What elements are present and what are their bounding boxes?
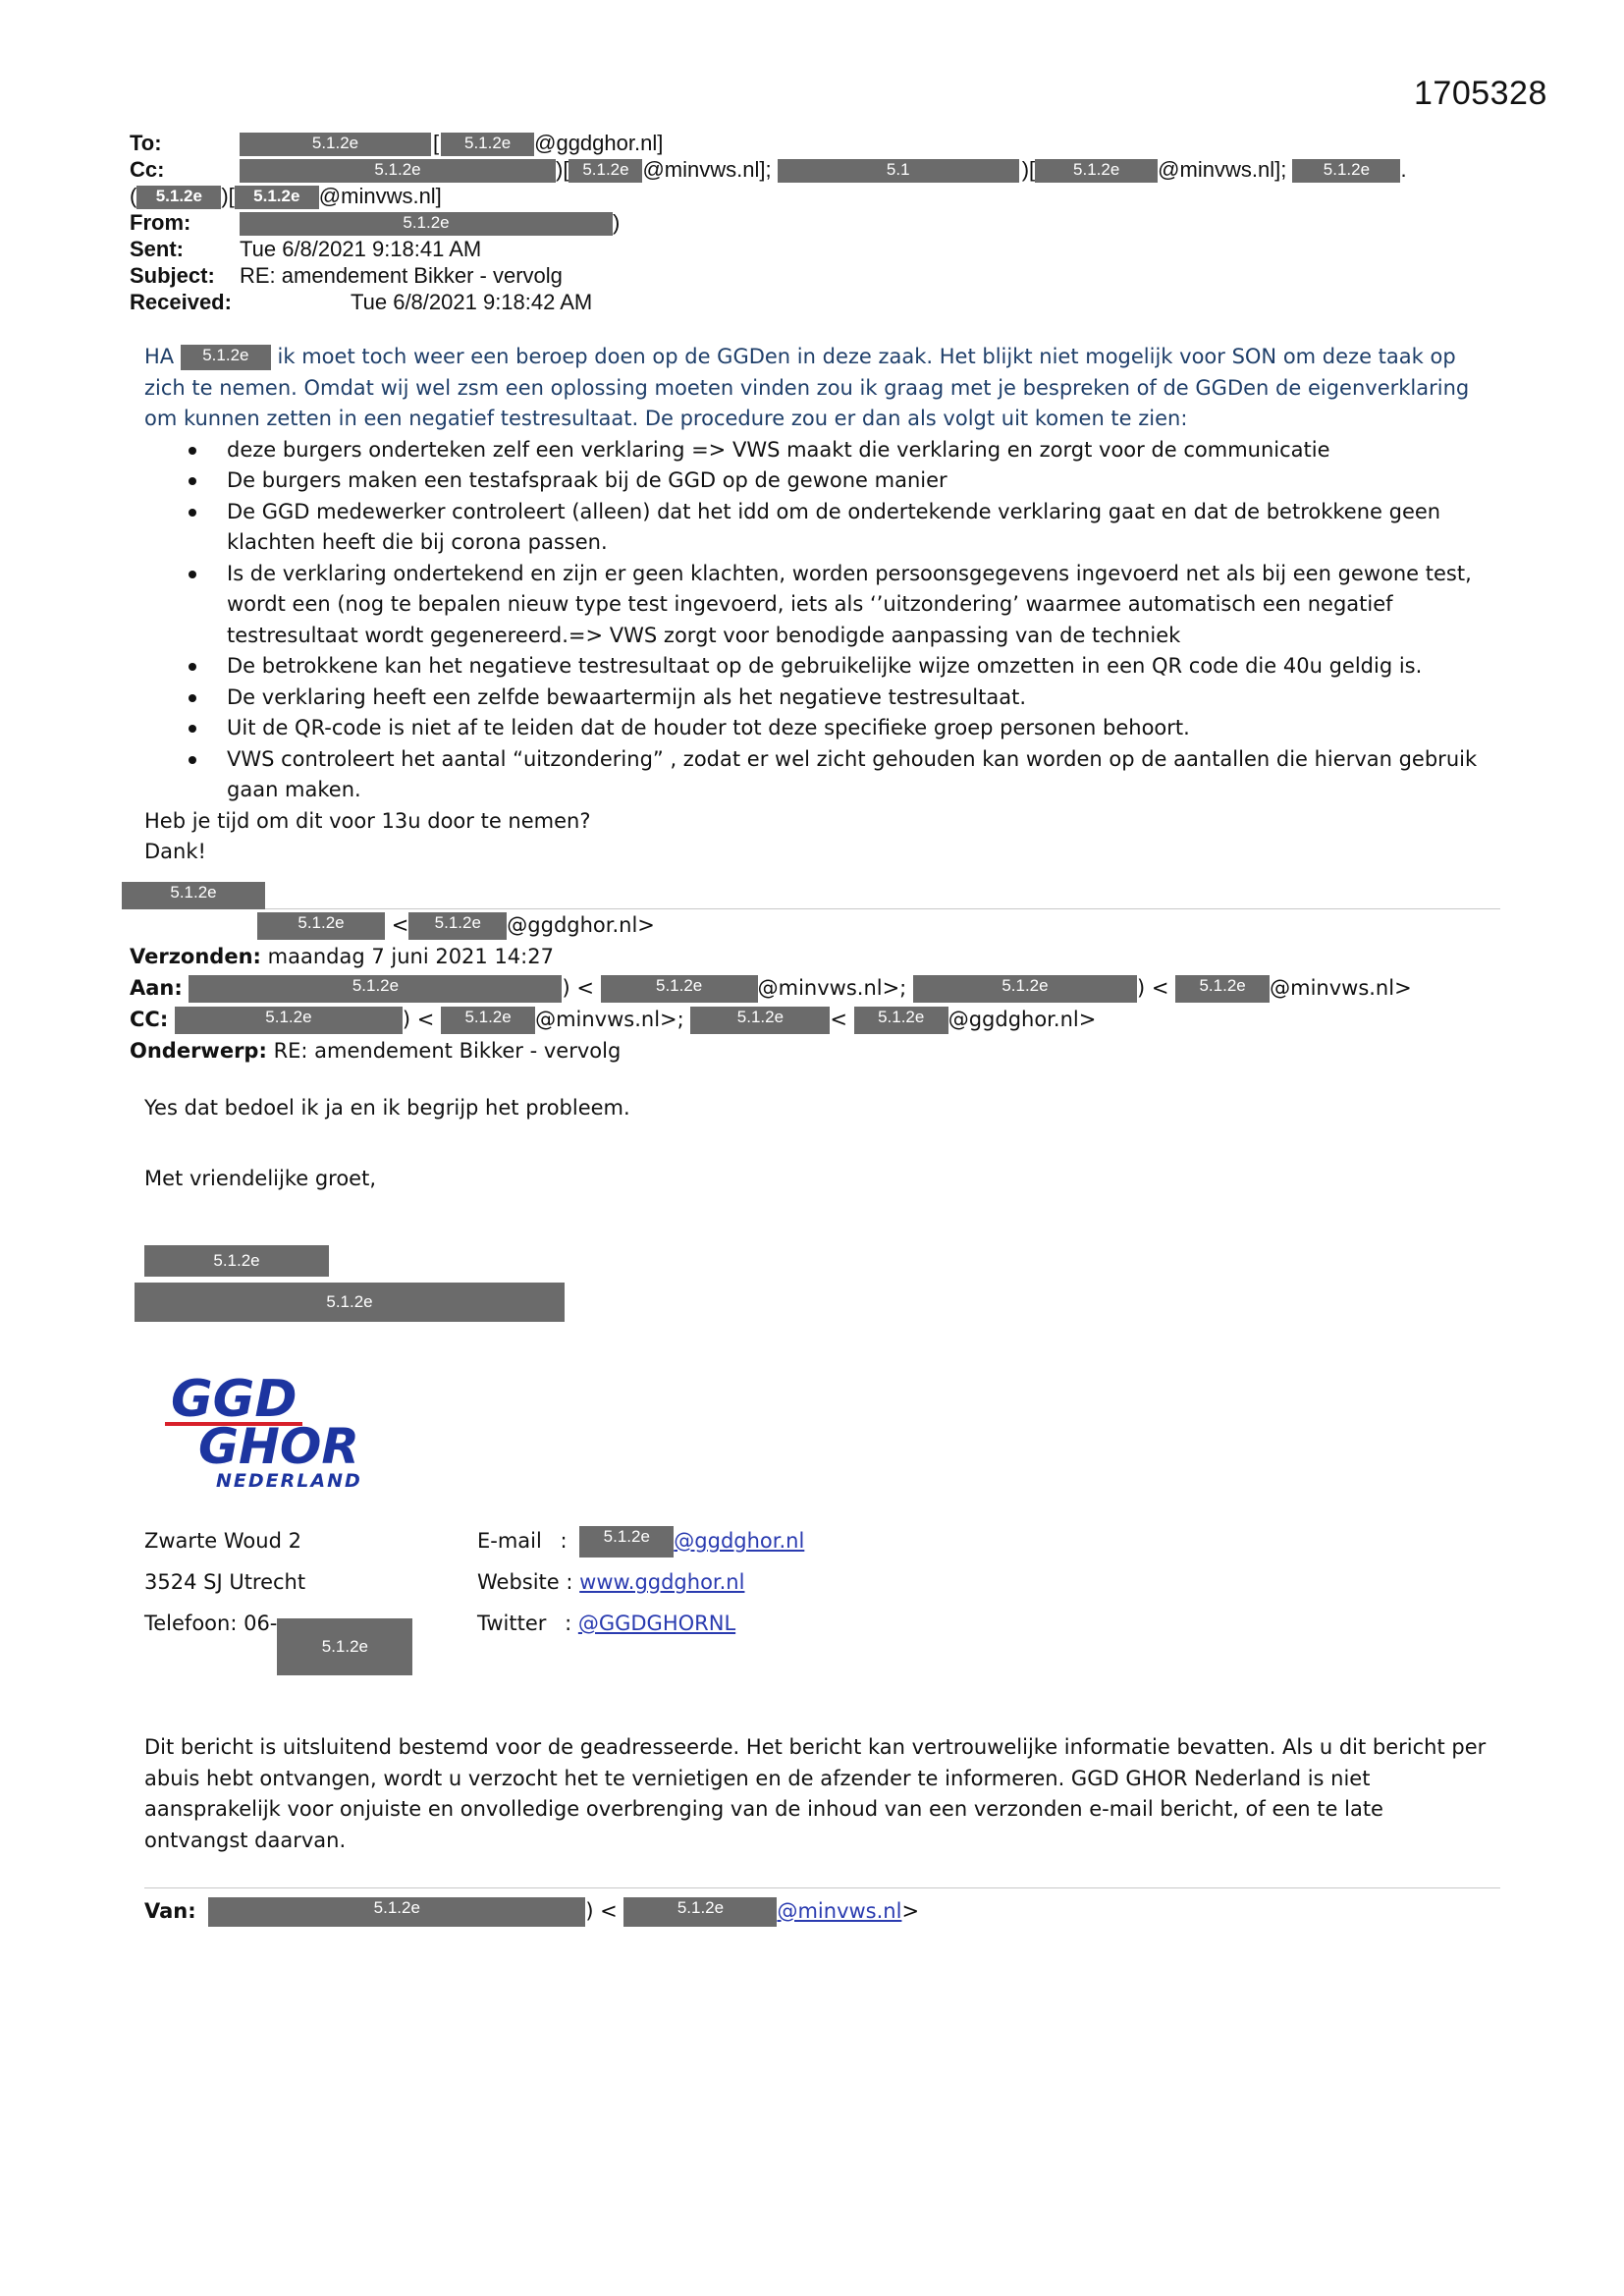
- redaction: 5.1: [778, 159, 1019, 183]
- list-item: De burgers maken een testafspraak bij de GGD op de gewone manier: [144, 465, 1499, 497]
- fwd-subject-value: RE: amendement Bikker - vervolg: [273, 1039, 622, 1063]
- twitter-link[interactable]: @GGDGHORNL: [577, 1612, 736, 1635]
- redaction: 5.1.2e: [1035, 159, 1158, 183]
- list-item: VWS controleert het aantal “uitzondering” , zodat er wel zicht gehouden kan worden op de aantallen die hiervan gebruik gaan maken.: [144, 744, 1499, 806]
- header-cc-row-2: ( 5.1.2e )[ 5.1.2e @minvws.nl]: [130, 184, 442, 208]
- address-line-1: Zwarte Woud 2: [144, 1529, 301, 1553]
- procedure-list: [144, 435, 1499, 806]
- message-body: [144, 342, 1499, 868]
- to-email-domain: @ggdghor.nl]: [534, 131, 664, 155]
- redaction: 5.1.2e: [181, 345, 271, 370]
- redaction: 5.1.2e: [1292, 159, 1400, 183]
- sent-label: Sent:: [130, 237, 184, 261]
- cc-label: Cc:: [130, 157, 165, 182]
- redaction: 5.1.2e: [122, 882, 265, 909]
- redaction: 5.1.2e: [441, 133, 534, 156]
- header-subject-row: [130, 262, 1524, 289]
- fwd-cc-row: CC: 5.1.2e ) < 5.1.2e @minvws.nl>; 5.1.2e < 5.1.2e @ggdghor.nl>: [130, 1004, 1412, 1035]
- forwarded-header: [130, 909, 1412, 1066]
- logo-text-line1: GGD: [171, 1373, 298, 1429]
- list-item: Is de verklaring ondertekend en zijn er geen klachten, worden persoonsgegevens ingevoerd net als bij een gewone test, wordt een (nog te bepalen nieuw type test ingevoerd, iets als ‘’uitzondering’ waarmee automatisch een negatief testresultaat wordt gegenereerd.=> VWS zorgt voor benodigde aanpassing van de techniek: [144, 559, 1499, 652]
- redaction: 5.1.2e: [175, 1007, 403, 1034]
- next-from-label: Van:: [144, 1899, 196, 1923]
- redaction: 5.1.2e: [568, 159, 642, 183]
- email-header: [130, 130, 1524, 315]
- fwd-cc-label: CC:: [130, 1008, 169, 1031]
- address-line-2: 3524 SJ Utrecht: [144, 1570, 306, 1594]
- received-label: Received:: [130, 290, 232, 314]
- list-item: deze burgers onderteken zelf een verklaring => VWS maakt die verklaring en zorgt voor de communicatie: [144, 435, 1499, 466]
- thanks-line: Dank!: [144, 840, 206, 863]
- redaction: 5.1.2e: [257, 912, 385, 940]
- redaction: 5.1.2e: [1175, 975, 1270, 1003]
- redaction: 5.1.2e: [240, 133, 431, 156]
- redaction: 5.1.2e: [189, 975, 562, 1003]
- fwd-sent-row: [130, 941, 1412, 972]
- redaction: 5.1.2e: [144, 1245, 329, 1277]
- header-received-row: [130, 289, 1524, 315]
- redaction: 5.1.2e: [277, 1618, 412, 1675]
- signature-contact: [477, 1520, 804, 1644]
- ggd-ghor-logo: [165, 1373, 371, 1493]
- message-intro: HA 5.1.2e ik moet toch weer een beroep doen op de GGDen in deze zaak. Het blijkt niet mogelijk voor SON om deze taak op zich te nemen. Omdat wij wel zsm een oplossing moeten vinden zou ik graag met je bespreken of de GGDen de eigenverklaring om kunnen zetten in een negatief testresultaat. De procedure zou er dan als volgt uit komen te zien:: [144, 345, 1470, 430]
- redaction: 5.1.2e: [690, 1007, 830, 1034]
- redaction: 5.1.2e: [441, 1007, 535, 1034]
- fwd-from-row: 5.1.2e < 5.1.2e @ggdghor.nl>: [130, 909, 1412, 941]
- subject-value: RE: amendement Bikker - vervolg: [240, 263, 563, 288]
- twitter-line: Twitter : @GGDGHORNL: [477, 1612, 736, 1635]
- fwd-subject-row: [130, 1035, 1412, 1066]
- logo-text-line2: GHOR: [198, 1418, 359, 1475]
- redaction: 5.1.2e: [913, 975, 1137, 1003]
- redaction: 5.1.2e: [408, 912, 507, 940]
- redaction: 5.1.2e: [240, 212, 613, 236]
- signature-address: [144, 1520, 412, 1675]
- intro-text: ik moet toch weer een beroep doen op de GGDen in deze zaak. Het blijkt niet mogelijk voor SON om deze taak op zich te nemen. Omdat wij wel zsm een oplossing moeten vinden zou ik graag met je bespreken of de GGDen de eigenverklaring om kunnen zetten in een negatief testresultaat. De procedure zou er dan als volgt uit komen te zien:: [144, 345, 1470, 430]
- subject-label: Subject:: [130, 263, 215, 288]
- redaction: 5.1.2e: [235, 186, 319, 209]
- to-label: To:: [130, 131, 162, 155]
- from-label: From:: [130, 210, 191, 235]
- reply-body: Yes dat bedoel ik ja en ik begrijp het probleem.: [144, 1096, 630, 1120]
- website-line: Website : www.ggdghor.nl: [477, 1570, 745, 1594]
- question-line: Heb je tijd om dit voor 13u door te nemen?: [144, 808, 591, 833]
- website-link[interactable]: www.ggdghor.nl: [579, 1570, 745, 1594]
- fwd-to-label: Aan:: [130, 976, 183, 1000]
- fwd-sent-value: maandag 7 juni 2021 14:27: [267, 945, 554, 968]
- header-from-row: From: 5.1.2e ): [130, 210, 621, 235]
- fwd-subject-label: Onderwerp:: [130, 1039, 267, 1063]
- sent-value: Tue 6/8/2021 9:18:41 AM: [240, 237, 482, 261]
- header-sent-row: [130, 236, 1524, 262]
- fwd-to-row: Aan: 5.1.2e ) < 5.1.2e @minvws.nl>; 5.1.2e ) < 5.1.2e @minvws.nl>: [130, 972, 1412, 1004]
- header-to-row: To: 5.1.2e [ 5.1.2e @ggdghor.nl]: [130, 131, 664, 155]
- redaction: 5.1.2e: [854, 1007, 948, 1034]
- fwd-sent-label: Verzonden:: [130, 945, 261, 968]
- header-cc-row: Cc: 5.1.2e )[ 5.1.2e @minvws.nl]; 5.1 )[ 5.1.2e @minvws.nl]; 5.1.2e .: [130, 157, 1407, 182]
- next-from-domain[interactable]: @minvws.nl: [777, 1899, 902, 1923]
- list-item: De GGD medewerker controleert (alleen) dat het idd om de ondertekende verklaring gaat en dat de betrokkene geen klachten heeft die bij corona passen.: [144, 497, 1499, 559]
- list-item: De betrokkene kan het negatieve testresultaat op de gebruikelijke wijze omzetten in een QR code die 40u geldig is.: [144, 651, 1499, 683]
- reply-closing: Met vriendelijke groet,: [144, 1167, 377, 1190]
- redaction: 5.1.2e: [579, 1526, 674, 1558]
- document-number: 1705328: [1414, 75, 1547, 112]
- list-item: De verklaring heeft een zelfde bewaartermijn als het negatieve testresultaat.: [144, 683, 1499, 714]
- email-line: E-mail : 5.1.2e @ggdghor.nl: [477, 1520, 804, 1561]
- redaction: 5.1.2e: [601, 975, 758, 1003]
- email-link[interactable]: @ggdghor.nl: [674, 1529, 805, 1553]
- redaction: 5.1.2e: [135, 1283, 565, 1322]
- next-message-header: Van: 5.1.2e ) < 5.1.2e @minvws.nl>: [144, 1895, 919, 1927]
- redaction: 5.1.2e: [623, 1897, 777, 1927]
- redaction: 5.1.2e: [240, 159, 556, 183]
- phone-line: Telefoon: 06-5.1.2e: [144, 1603, 412, 1675]
- received-value: Tue 6/8/2021 9:18:42 AM: [351, 290, 593, 314]
- redaction: 5.1.2e: [136, 186, 221, 209]
- redaction: 5.1.2e: [208, 1897, 585, 1927]
- list-item: Uit de QR-code is niet af te leiden dat de houder tot deze specifieke groep personen behoort.: [144, 713, 1499, 744]
- divider: [144, 1887, 1500, 1888]
- disclaimer: Dit bericht is uitsluitend bestemd voor de geadresseerde. Het bericht kan vertrouwelijke informatie bevatten. Als u dit bericht per abuis hebt ontvangen, wordt u verzocht het te vernietigen en de afzender te informeren. GGD GHOR Nederland is niet aansprakelijk voor onjuiste en onvolledige overbrenging van de inhoud van een verzonden e-mail bericht, of een te late ontvangst daarvan.: [144, 1735, 1487, 1852]
- logo-text-line3: NEDERLAND: [216, 1470, 362, 1492]
